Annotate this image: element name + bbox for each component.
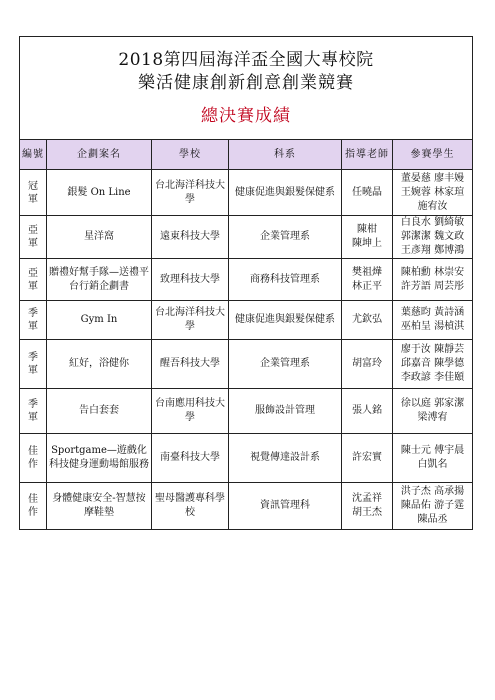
- results-sheet: [19, 36, 472, 530]
- school-cell: 致理科技大學: [152, 259, 229, 301]
- award-cell: [20, 170, 47, 216]
- students-cell: [393, 259, 473, 301]
- award-char: 軍: [28, 412, 38, 423]
- teacher-cell: [342, 301, 393, 340]
- col-header-students: 參賽學生: [393, 140, 473, 170]
- project-name-cell: 告白套套: [47, 389, 152, 434]
- students-cell: [393, 301, 473, 340]
- table-row: [20, 434, 473, 483]
- award-char: 季: [28, 399, 38, 410]
- student-names-line: 郭潔潔 魏文政: [400, 231, 465, 242]
- project-name-cell: 銀髮 On Line: [47, 170, 152, 216]
- school-cell: 聖母醫護專科學校: [152, 483, 229, 530]
- students-cell: [393, 340, 473, 389]
- project-name-cell: 贈禮好幫手隊—送禮平台行銷企劃書: [47, 259, 152, 301]
- teacher-cell: [342, 340, 393, 389]
- award-char: 佳: [28, 446, 38, 457]
- teacher-name: 沈孟祥: [352, 493, 382, 504]
- students-cell: [393, 389, 473, 434]
- student-names-line: 董晏慈 廖丰嫚: [400, 172, 465, 184]
- student-names-line: 許芳語 周芸彤: [400, 280, 465, 292]
- table-row: [20, 216, 473, 259]
- table-row: [20, 340, 473, 389]
- award-cell: [20, 434, 47, 483]
- project-name-cell: 紅好，浴健你: [47, 340, 152, 389]
- school-cell: 遠東科技大學: [152, 216, 229, 259]
- students-cell: [393, 216, 473, 259]
- teacher-name: 樊祖燁: [352, 266, 382, 278]
- student-names-line: 徐以庭 郭家潔: [400, 398, 465, 409]
- col-header-project: 企劃案名: [47, 140, 152, 170]
- award-cell: [20, 259, 47, 301]
- student-names-line: 陳品佑 游子霆: [400, 500, 465, 511]
- award-char: 冠: [28, 180, 38, 192]
- school-cell: 台北海洋科技大學: [152, 170, 229, 216]
- col-header-teacher: 指導老師: [342, 140, 393, 170]
- award-char: 軍: [28, 365, 38, 376]
- project-name-cell: 星洋窩: [47, 216, 152, 259]
- teacher-name: 任曉晶: [352, 186, 382, 198]
- department-cell: 企業管理系: [229, 216, 342, 259]
- table-row: [20, 389, 473, 434]
- department-cell: 健康促進與銀髮保健系: [229, 301, 342, 340]
- table-row: [20, 259, 473, 301]
- award-char: 季: [28, 352, 38, 363]
- school-cell: 台南應用科技大學: [152, 389, 229, 434]
- student-names-line: 陳柏勳 林崇安: [400, 266, 465, 278]
- teacher-name: 胡富玲: [352, 358, 382, 369]
- award-cell: [20, 301, 47, 340]
- col-header-department: 科系: [229, 140, 342, 170]
- school-cell: 南臺科技大學: [152, 434, 229, 483]
- student-names-line: 李政諺 李佳頤: [400, 372, 465, 383]
- project-name-cell: 身體健康安全-智慧按摩鞋墊: [47, 483, 152, 530]
- award-char: 季: [28, 308, 38, 319]
- department-cell: 資訊管理科: [229, 483, 342, 530]
- teacher-name: 林正平: [352, 280, 382, 292]
- student-names-line: 梁溥宥: [417, 412, 448, 423]
- students-cell: [393, 434, 473, 483]
- student-names-line: 邱嘉音 陳學德: [400, 358, 465, 369]
- award-cell: [20, 483, 47, 530]
- teacher-name: 張人銘: [352, 405, 382, 416]
- title-line-2: 樂活健康創新創意創業競賽: [138, 73, 355, 93]
- table-row: [20, 483, 473, 530]
- student-names-line: 葉慈昀 黃詩涵: [400, 307, 465, 318]
- department-cell: 視覺傳達設計系: [229, 434, 342, 483]
- award-char: 亞: [28, 225, 38, 236]
- student-names-line: 施宥汝: [417, 200, 448, 212]
- title-row: [20, 37, 473, 140]
- teacher-cell: [342, 170, 393, 216]
- award-char: 作: [28, 507, 38, 518]
- title-line-1: 2018第四屆海洋盃全國大專校院: [118, 50, 374, 70]
- teacher-cell: [342, 259, 393, 301]
- student-names-line: 洪子杰 高承揚: [400, 486, 465, 497]
- results-body: [20, 170, 473, 530]
- col-header-award: 編號: [20, 140, 47, 170]
- department-cell: 商務科技管理系: [229, 259, 342, 301]
- award-char: 軍: [28, 280, 38, 292]
- award-cell: [20, 389, 47, 434]
- teacher-name: 陳柑: [357, 224, 377, 235]
- student-names-line: 巫柏呈 湯楨淇: [400, 321, 465, 332]
- teacher-cell: [342, 216, 393, 259]
- project-name-cell: Sportgame—遊戲化科技健身運動場館服務: [47, 434, 152, 483]
- award-char: 亞: [28, 267, 38, 279]
- award-char: 佳: [28, 494, 38, 505]
- table-row: [20, 301, 473, 340]
- student-names-line: 白良水 劉綺敏: [400, 217, 465, 228]
- teacher-name: 尤欽弘: [352, 314, 382, 325]
- award-char: 作: [28, 459, 38, 470]
- teacher-name: 胡王杰: [352, 507, 382, 518]
- teacher-cell: [342, 434, 393, 483]
- award-char: 軍: [28, 238, 38, 249]
- results-table: [19, 36, 473, 530]
- award-char: 軍: [28, 321, 38, 332]
- student-names-line: 白凱名: [417, 459, 448, 470]
- school-cell: 台北海洋科技大學: [152, 301, 229, 340]
- school-cell: 醒吾科技大學: [152, 340, 229, 389]
- teacher-cell: [342, 483, 393, 530]
- student-names-line: 廖于汝 陳靜芸: [400, 344, 465, 355]
- table-row: [20, 170, 473, 216]
- award-cell: [20, 340, 47, 389]
- results-subtitle: 總決賽成績: [201, 106, 292, 126]
- teacher-cell: [342, 389, 393, 434]
- col-header-school: 學校: [152, 140, 229, 170]
- student-names-line: 王婉蓉 林家瑄: [400, 186, 465, 198]
- students-cell: [393, 170, 473, 216]
- award-cell: [20, 216, 47, 259]
- title-cell: [20, 37, 473, 140]
- teacher-name: 陳坤上: [352, 238, 382, 249]
- project-name-cell: Gym In: [47, 301, 152, 340]
- students-cell: [393, 483, 473, 530]
- column-header-row: [20, 140, 473, 170]
- student-names-line: 陳品丞: [417, 514, 448, 525]
- student-names-line: 王彥翔 鄭博鴻: [400, 245, 465, 256]
- student-names-line: 陳士元 傅宇晨: [400, 445, 465, 456]
- department-cell: 企業管理系: [229, 340, 342, 389]
- award-char: 軍: [28, 193, 38, 205]
- department-cell: 健康促進與銀髮保健系: [229, 170, 342, 216]
- department-cell: 服飾設計管理: [229, 389, 342, 434]
- teacher-name: 許宏實: [352, 452, 382, 463]
